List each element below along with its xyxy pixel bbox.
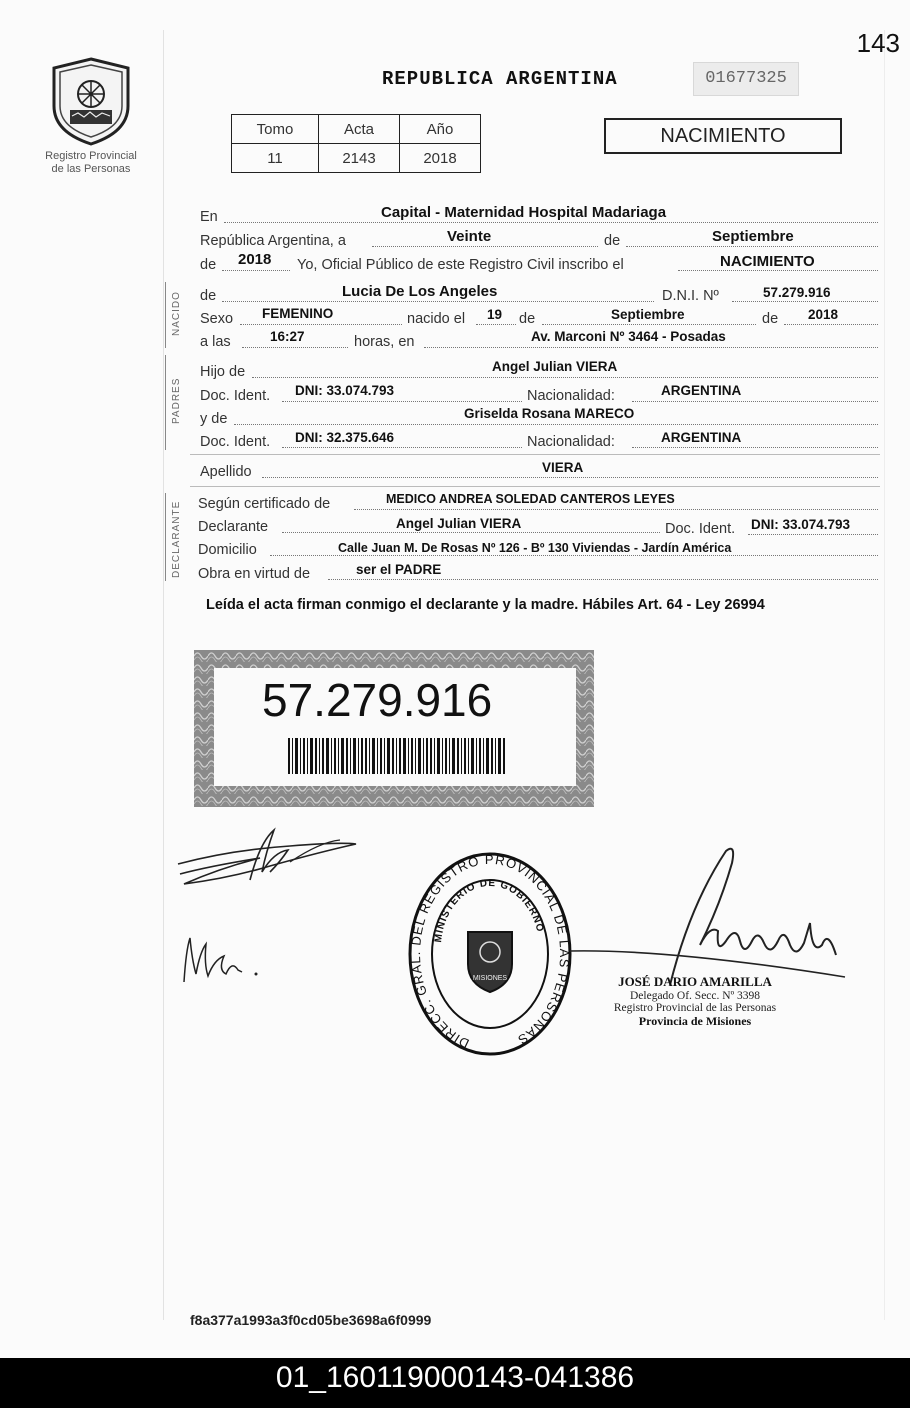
label-de: de (200, 288, 217, 304)
dotted-line (282, 447, 522, 448)
section-bracket (165, 355, 166, 450)
dotted-line (222, 301, 654, 302)
official-seal (405, 848, 575, 1060)
born-month: Septiembre (611, 307, 685, 322)
tomo-header: Tomo (232, 115, 319, 144)
page-edge-line (163, 30, 164, 1320)
label-de: de (519, 311, 536, 327)
mother-name: Griselda Rosana MARECO (464, 406, 635, 421)
anio-header: Año (400, 115, 481, 144)
mother-nationality: ARGENTINA (661, 430, 742, 445)
seal-center-text: MISIONES (472, 975, 508, 982)
dotted-line (678, 270, 878, 271)
dotted-line (234, 424, 878, 425)
closing-statement: Leída el acta firman conmigo el declarante y la madre. Hábiles Art. 64 - Ley 26994 (206, 597, 765, 613)
dotted-line (252, 377, 878, 378)
act-place: Capital - Maternidad Hospital Madariaga (381, 204, 667, 221)
anio-value: 2018 (400, 144, 481, 173)
dotted-line (476, 324, 516, 325)
dotted-line (424, 347, 878, 348)
dotted-line (632, 401, 878, 402)
footer-code: 01_160119000143-041386 (275, 1361, 635, 1394)
seal-inner-text: MINISTERIO DE GOBIERNO (433, 877, 546, 944)
label-obra: Obra en virtud de (198, 566, 311, 582)
label-doc-ident: Doc. Ident. (200, 434, 271, 450)
dotted-line (732, 301, 878, 302)
dotted-line (222, 270, 290, 271)
official-province: Provincia de Misiones (638, 1014, 752, 1028)
side-label-nacido: NACIDO (171, 291, 182, 336)
dotted-line (224, 222, 878, 223)
mother-doc: DNI: 32.375.646 (295, 430, 395, 445)
label-doc-ident: Doc. Ident. (665, 521, 736, 537)
label-segun: Según certificado de (198, 496, 331, 512)
declarant-acting-as: ser el PADRE (356, 562, 442, 577)
born-dni: 57.279.916 (763, 285, 831, 300)
declarant-name: Angel Julian VIERA (396, 516, 522, 531)
document-hash: f8a377a1993a3f0cd05be3698a6f0999 (190, 1312, 432, 1328)
born-sex: FEMENINO (262, 306, 334, 321)
act-year: 2018 (238, 251, 272, 268)
dotted-line (262, 477, 878, 478)
act-registers: NACIMIENTO (720, 253, 815, 270)
official-office: Registro Provincial de las Personas (613, 1002, 777, 1014)
section-divider (190, 486, 880, 487)
father-doc: DNI: 33.074.793 (295, 383, 395, 398)
dotted-line (328, 579, 878, 580)
dotted-line (240, 324, 402, 325)
father-name: Angel Julian VIERA (492, 359, 618, 374)
label-nacionalidad: Nacionalidad: (527, 434, 615, 450)
label-oficial: Yo, Oficial Público de este Registro Civil inscribo el (297, 257, 624, 273)
born-year: 2018 (808, 307, 839, 322)
label-nacido-el: nacido el (407, 311, 466, 327)
official-title: Delegado Of. Secc. Nº 3398 (629, 990, 761, 1002)
label-dni: D.N.I. Nº (662, 288, 719, 304)
child-surname: VIERA (542, 460, 584, 475)
page-number: 143 (856, 28, 900, 58)
registry-table (231, 114, 481, 173)
born-time: 16:27 (270, 329, 305, 344)
act-month: Septiembre (712, 228, 794, 245)
born-day: 19 (487, 307, 503, 322)
document-title: REPUBLICA ARGENTINA (382, 68, 618, 90)
act-day-words: Veinte (447, 228, 492, 245)
dotted-line (632, 447, 878, 448)
section-divider (190, 454, 880, 455)
label-de: de (762, 311, 779, 327)
logo-caption: Registro Provincial de las Personas (45, 150, 137, 175)
page-edge-line-right (884, 30, 885, 1320)
born-name: Lucia De Los Angeles (342, 283, 498, 300)
declarant-certificate: MEDICO ANDREA SOLEDAD CANTEROS LEYES (386, 492, 675, 506)
section-bracket (165, 282, 166, 348)
province-shield-logo (48, 56, 134, 146)
tomo-value: 11 (232, 144, 319, 173)
official-name: JOSÉ DARIO AMARILLA (618, 974, 772, 989)
label-republica: República Argentina, a (200, 233, 346, 249)
label-apellido: Apellido (200, 464, 252, 480)
declarant-address: Calle Juan M. De Rosas Nº 126 - Bº 130 Viviendas - Jardín América (338, 541, 732, 555)
dotted-line (282, 401, 522, 402)
side-label-declarante: DECLARANTE (171, 500, 182, 578)
label-nacionalidad: Nacionalidad: (527, 388, 615, 404)
declarant-doc: DNI: 33.074.793 (751, 517, 851, 532)
label-domicilio: Domicilio (198, 542, 257, 558)
born-address: Av. Marconi Nº 3464 - Posadas (531, 329, 726, 344)
dni-card-number: 57.279.916 (262, 674, 493, 726)
mother-signature (176, 930, 266, 990)
dotted-line (282, 532, 660, 533)
seal-outer-text: DIRECC. GRAL. DEL REGISTRO PROVINCIAL DE LAS PERSONAS (407, 851, 573, 1052)
dotted-line (372, 246, 598, 247)
label-declarante: Declarante (198, 519, 269, 535)
label-de: de (604, 233, 621, 249)
label-doc-ident: Doc. Ident. (200, 388, 271, 404)
serial-number: 01677325 (693, 62, 799, 96)
father-nationality: ARGENTINA (661, 383, 742, 398)
act-type-box: NACIMIENTO (604, 118, 842, 154)
label-sexo: Sexo (200, 311, 234, 327)
dotted-line (270, 555, 878, 556)
section-bracket (165, 493, 166, 581)
label-hijo-de: Hijo de (200, 364, 246, 380)
dotted-line (542, 324, 756, 325)
official-block (600, 974, 790, 1029)
dotted-line (242, 347, 348, 348)
dotted-line (626, 246, 878, 247)
label-horas-en: horas, en (354, 334, 415, 350)
dotted-line (784, 324, 878, 325)
official-signature (560, 845, 860, 995)
label-de: de (200, 257, 217, 273)
acta-value: 2143 (319, 144, 400, 173)
label-y-de: y de (200, 411, 228, 427)
label-en: En (200, 209, 218, 225)
dotted-line (354, 509, 878, 510)
acta-header: Acta (319, 115, 400, 144)
declarant-signature (170, 822, 370, 894)
dotted-line (748, 534, 878, 535)
side-label-padres: PADRES (171, 377, 182, 424)
label-a-las: a las (200, 334, 231, 350)
